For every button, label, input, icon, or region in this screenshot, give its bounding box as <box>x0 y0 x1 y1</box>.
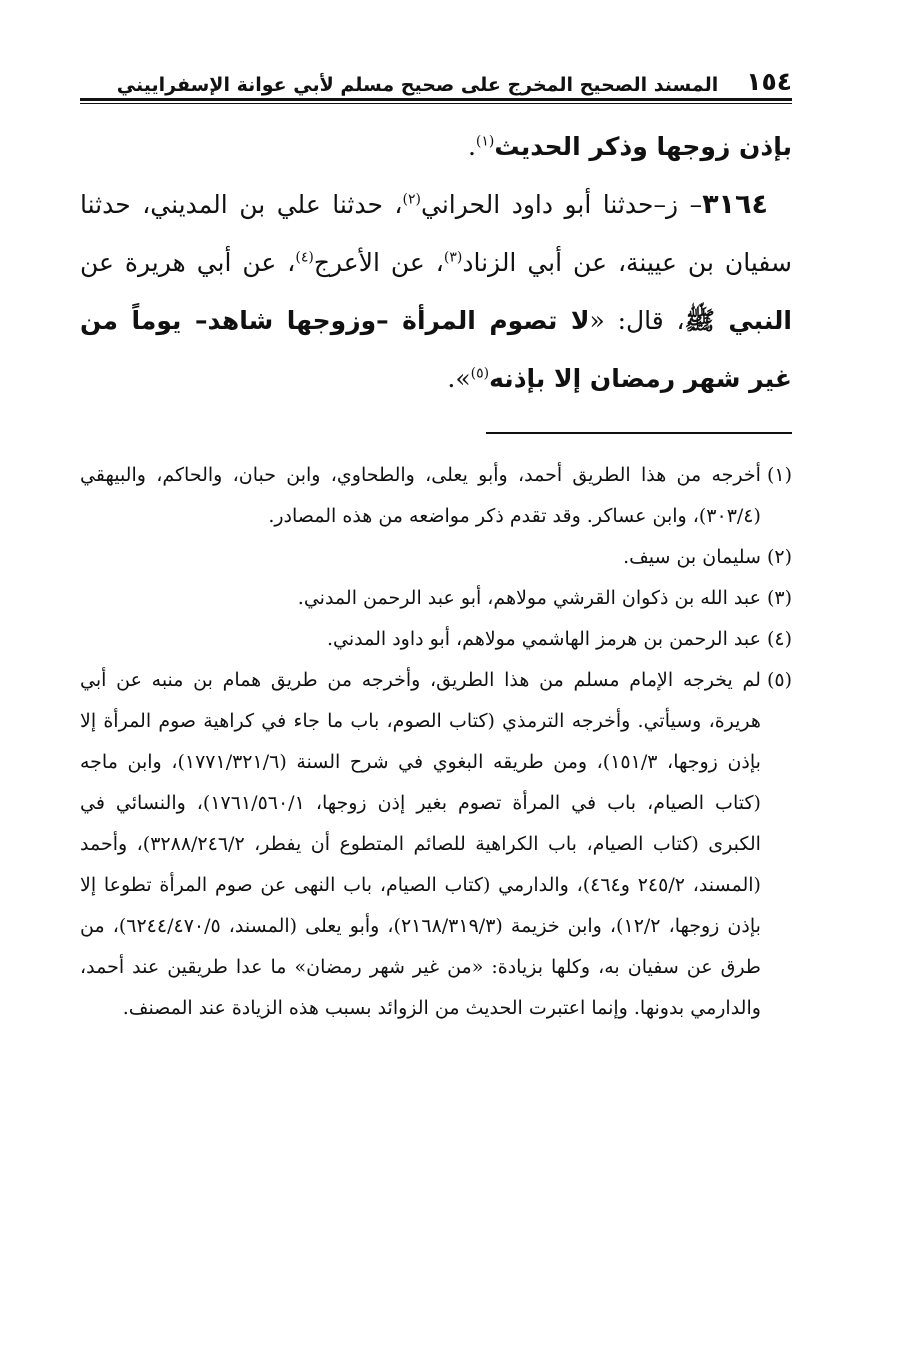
isnad-part-b: ، حدثنا علي بن المديني، حدثنا سفيان بن عيينة، عن أبي الزناد <box>80 190 792 277</box>
footnote-item <box>80 537 792 578</box>
footnotes <box>80 455 792 1029</box>
prophet-mention: النبي ﷺ <box>684 306 792 335</box>
page-header <box>80 60 792 96</box>
hadith-matn: لا تصوم المرأة –وزوجها شاهد– يوماً من غير شهر رمضان إلا بإذنه <box>80 306 792 393</box>
hadith-number: ٣١٦٤ <box>702 189 768 220</box>
footnote-number: (١) <box>766 464 792 486</box>
footnote-text: سليمان بن سيف. <box>623 546 761 568</box>
footnote-item <box>80 578 792 619</box>
footnote-number: (٢) <box>766 546 792 568</box>
footnote-ref-3[interactable]: (٣) <box>443 249 463 266</box>
footnote-ref-2[interactable]: (٢) <box>402 191 421 208</box>
footnote-item <box>80 660 792 1029</box>
main-text <box>80 118 792 408</box>
isnad-part-a: – ز–حدثنا أبو داود الحراني <box>420 190 703 219</box>
isnad-part-e: ، قال: « <box>589 306 685 335</box>
continuation-end: . <box>467 132 476 161</box>
footnote-item <box>80 455 792 537</box>
continuation-text: بإذن زوجها وذكر الحديث <box>494 132 792 161</box>
footnote-number: (٥) <box>766 669 792 691</box>
page-number: ١٥٤ <box>746 67 792 96</box>
footnote-item <box>80 619 792 660</box>
header-rule-thin <box>80 103 792 104</box>
footnote-ref-1[interactable]: (١) <box>475 133 495 150</box>
isnad-part-c: ، عن الأعرج <box>313 248 444 277</box>
footnote-text: لم يخرجه الإمام مسلم من هذا الطريق، وأخرجه من طريق همام بن منبه عن أبي هريرة، وسيأتي. وأخرجه الترمذي (كتاب الصوم، باب ما جاء في كراهية صوم المرأة إلا بإذن زوجها، ١٥١/٣)، ومن طريقه البغوي في شرح السنة (١٧٧١/٣٢١/٦)، وابن ماجه (كتاب الصيام، باب في المرأة تصوم بغير إذن زوجها، ١٧٦١/٥٦٠/١)، والنسائي في الكبرى (كتاب الصيام، باب الكراهية للصائم المتطوع أن يفطر، ٣٢٨٨/٢٤٦/٢)، وأحمد (المسند، ٢٤٥/٢ و٤٦٤)، والدارمي (كتاب الصيام، باب النهى عن صوم المرأة تطوعا إلا بإذن زوجها، ١٢/٢)، وابن خزيمة (٢١٦٨/٣١٩/٣)، وأبو يعلى (المسند، ٦٢٤٤/٤٧٠/٥)، من طرق عن سفيان به، وكلها بزيادة: «من غير شهر رمضان» ما عدا طريقين عند أحمد، والدارمي بدونها. وإنما اعتبرت الحديث من الزوائد بسبب هذه الزيادة عند المصنف. <box>80 669 761 1019</box>
footnote-number: (٤) <box>766 628 792 650</box>
header-rule-thick <box>80 98 792 101</box>
isnad-part-d: ، عن أبي هريرة عن <box>80 248 296 277</box>
footnote-separator <box>486 432 792 434</box>
continuation-line <box>80 118 792 176</box>
footnote-number: (٣) <box>766 587 792 609</box>
footnote-ref-4[interactable]: (٤) <box>295 249 314 266</box>
hadith-paragraph <box>80 176 792 408</box>
footnote-text: عبد الرحمن بن هرمز الهاشمي مولاهم، أبو داود المدني. <box>326 628 761 650</box>
footnote-ref-5[interactable]: (٥) <box>470 365 490 382</box>
running-title: المسند الصحيح المخرج على صحيح مسلم لأبي عوانة الإسفراييني <box>116 74 719 96</box>
hadith-end: ». <box>447 364 471 393</box>
footnote-text: أخرجه من هذا الطريق أحمد، وأبو يعلى، والطحاوي، وابن حبان، والحاكم، والبيهقي (٣٠٣/٤)، وابن عساكر. وقد تقدم ذكر مواضعه من هذه المصادر. <box>80 464 761 527</box>
footnote-text: عبد الله بن ذكوان القرشي مولاهم، أبو عبد الرحمن المدني. <box>297 587 761 609</box>
